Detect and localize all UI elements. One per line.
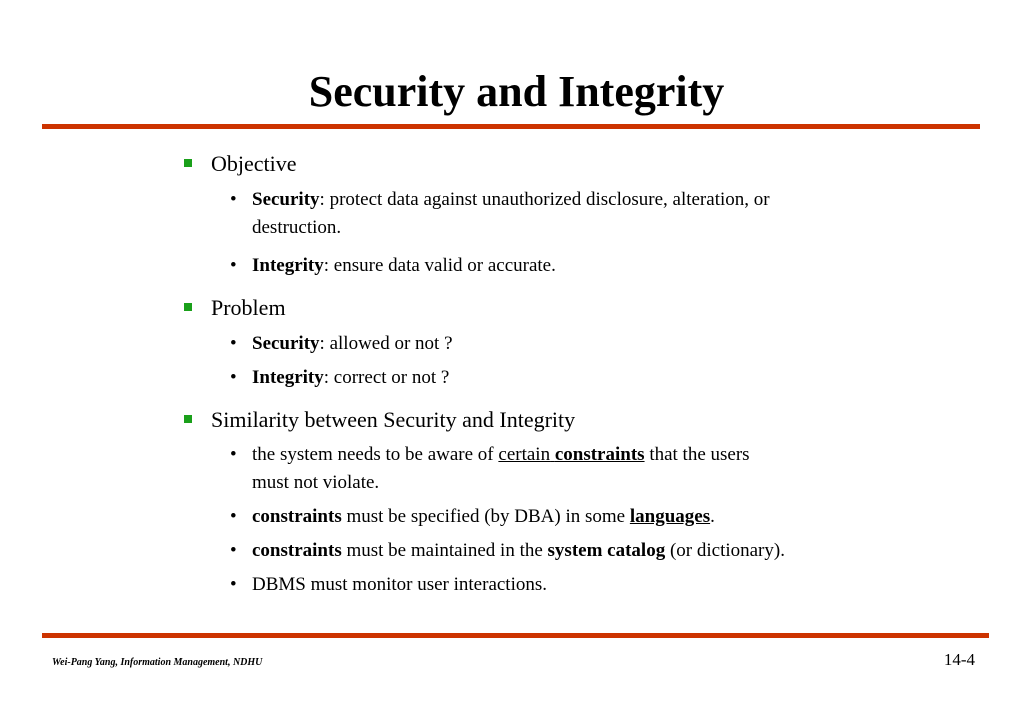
objective-heading: Objective	[184, 150, 932, 178]
bullet-icon: •	[230, 333, 237, 354]
bullet-icon: •	[230, 574, 237, 595]
slide-title: Security and Integrity	[308, 67, 725, 116]
bullet-icon: •	[230, 540, 237, 561]
integrity-term: Integrity	[252, 255, 324, 276]
similarity-item-4: • DBMS must monitor user interactions.	[184, 571, 932, 599]
bullet-icon: •	[230, 444, 237, 465]
footer-divider	[42, 633, 989, 638]
footer-author: Wei-Pang Yang, Information Management, NDHU	[52, 657, 263, 668]
bullet-icon: •	[230, 506, 237, 527]
constraints-term: constraints	[554, 444, 645, 465]
square-bullet-icon	[184, 303, 192, 311]
title-divider	[42, 124, 980, 129]
objective-security-item: • Security: protect data against unauthorized disclosure, alteration, or destruction.	[184, 186, 932, 242]
integrity-term: Integrity	[252, 367, 324, 388]
similarity-item-1: • the system needs to be aware of certain constraints that the users must not violate.	[184, 441, 932, 497]
similarity-heading: Similarity between Security and Integrity	[184, 406, 932, 434]
bullet-icon: •	[230, 189, 237, 210]
similarity-item-2: • constraints must be specified (by DBA) in some languages.	[184, 503, 932, 531]
problem-heading: Problem	[184, 294, 932, 322]
problem-security-item: • Security: allowed or not ?	[184, 330, 932, 358]
page-number: 14-4	[943, 650, 975, 669]
square-bullet-icon	[184, 415, 192, 423]
objective-section	[184, 150, 932, 280]
constraints-term: constraints	[252, 506, 342, 527]
security-term: Security	[252, 333, 320, 354]
objective-integrity-item: • Integrity: ensure data valid or accurate.	[184, 252, 932, 280]
languages-term: languages	[629, 506, 711, 527]
problem-section	[184, 294, 932, 392]
problem-integrity-item: • Integrity: correct or not ?	[184, 364, 932, 392]
system-catalog-term: system catalog	[547, 540, 666, 561]
bullet-icon: •	[230, 255, 237, 276]
constraints-term: constraints	[252, 540, 342, 561]
similarity-section	[184, 406, 932, 599]
similarity-item-3: • constraints must be maintained in the system catalog (or dictionary).	[184, 537, 932, 565]
bullet-icon: •	[230, 367, 237, 388]
square-bullet-icon	[184, 159, 192, 167]
security-term: Security	[252, 189, 320, 210]
